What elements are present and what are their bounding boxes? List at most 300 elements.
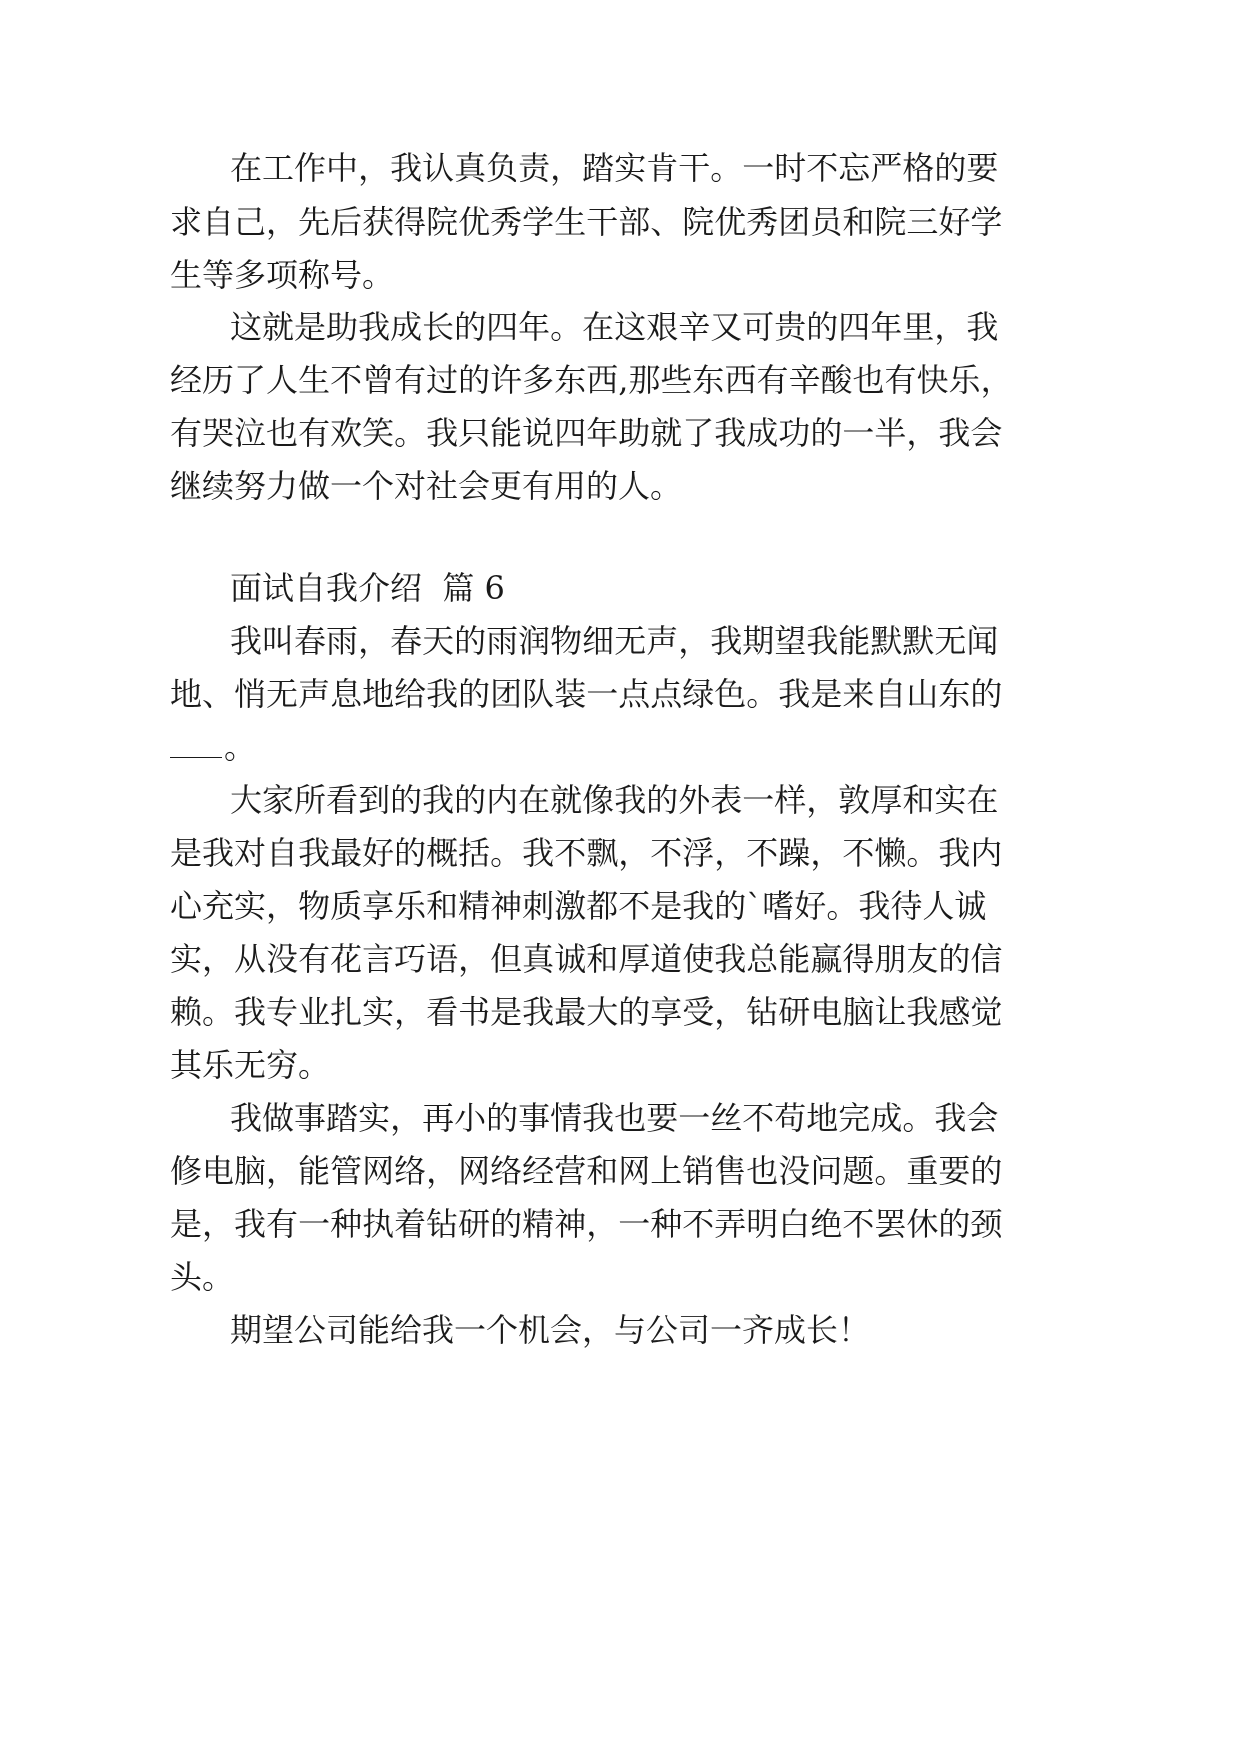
glyph: 实 <box>234 887 267 925</box>
text-line: 继续努力做一个对社会更有用的人。 <box>170 467 683 505</box>
glyph: 白 <box>778 1205 811 1243</box>
glyph: 好 <box>938 203 971 241</box>
glyph: 家 <box>262 781 295 819</box>
glyph: 待 <box>890 887 923 925</box>
glyph: 就 <box>650 414 683 452</box>
glyph: 能 <box>778 940 811 978</box>
text-line <box>170 992 1003 1032</box>
glyph: 这 <box>230 308 263 346</box>
glyph: 脑 <box>234 1152 267 1190</box>
glyph: 欢 <box>330 414 363 452</box>
glyph: 我 <box>714 414 747 452</box>
glyph: 的 <box>938 1205 971 1243</box>
glyph: 曾 <box>362 361 395 399</box>
glyph: 些 <box>660 361 693 399</box>
glyph: 有 <box>170 414 203 452</box>
glyph: 我 <box>938 834 971 872</box>
glyph: 多 <box>522 361 555 399</box>
glyph: 的 <box>714 887 747 925</box>
glyph: 和 <box>586 1152 619 1190</box>
glyph: 一 <box>742 781 775 819</box>
glyph: 我 <box>230 1099 263 1137</box>
glyph: 看 <box>426 993 459 1031</box>
glyph: 事 <box>518 1099 551 1137</box>
glyph: 销 <box>682 1152 715 1190</box>
glyph: 踏 <box>582 149 615 187</box>
glyph: ， <box>358 149 391 187</box>
glyph: 乐 <box>394 887 427 925</box>
glyph: 自 <box>202 203 235 241</box>
glyph: 苟 <box>774 1099 807 1137</box>
glyph: 我 <box>230 622 263 660</box>
glyph: ， <box>358 622 391 660</box>
glyph: 括 <box>458 834 491 872</box>
glyph: ， <box>390 1099 423 1137</box>
glyph: 雨 <box>486 622 519 660</box>
glyph: 的 <box>394 834 427 872</box>
glyph: 队 <box>522 675 555 713</box>
glyph: 有 <box>884 361 917 399</box>
glyph: 的 <box>806 308 839 346</box>
glyph: 真 <box>454 149 487 187</box>
glyph: 我 <box>934 1099 967 1137</box>
glyph: 语 <box>426 940 459 978</box>
glyph: 一 <box>298 1205 331 1243</box>
glyph: 休 <box>906 1205 939 1243</box>
glyph: 四 <box>486 308 519 346</box>
text-line <box>170 727 256 767</box>
glyph: 闻 <box>966 622 999 660</box>
glyph: 完 <box>838 1099 871 1137</box>
glyph: ， <box>266 203 299 241</box>
glyph: 我 <box>938 414 971 452</box>
glyph: 秀 <box>746 203 779 241</box>
glyph: 是 <box>650 887 683 925</box>
glyph: 电 <box>202 1152 235 1190</box>
glyph: ， <box>678 622 711 660</box>
glyph: 。 <box>710 149 743 187</box>
glyph: 人 <box>922 887 955 925</box>
glyph: 物 <box>550 622 583 660</box>
section-heading: 面试自我介绍 篇 6 <box>230 569 505 607</box>
glyph: 研 <box>778 993 811 1031</box>
glyph: 神 <box>490 887 523 925</box>
glyph: 哭 <box>202 414 235 452</box>
glyph: 成 <box>870 1099 903 1137</box>
glyph: 成 <box>390 308 423 346</box>
text-line <box>170 674 1003 714</box>
glyph: 三 <box>906 203 939 241</box>
glyph: 干 <box>678 149 711 187</box>
glyph: 实 <box>358 1099 391 1137</box>
glyph: 赖 <box>170 993 203 1031</box>
glyph: 息 <box>330 675 363 713</box>
glyph: 经 <box>522 1152 555 1190</box>
glyph: 笑 <box>362 414 395 452</box>
glyph: 默 <box>870 622 903 660</box>
glyph: 受 <box>682 993 715 1031</box>
glyph: 就 <box>262 308 295 346</box>
glyph: 友 <box>906 940 939 978</box>
text-line <box>170 360 1013 400</box>
glyph: 络 <box>394 1152 427 1190</box>
glyph: 情 <box>550 1099 583 1137</box>
glyph: 绝 <box>810 1205 843 1243</box>
glyph: 会 <box>970 414 1003 452</box>
glyph: ， <box>586 1205 619 1243</box>
glyph: 书 <box>458 993 491 1031</box>
glyph: 修 <box>170 1152 203 1190</box>
glyph: 和 <box>902 781 935 819</box>
glyph: 严 <box>870 149 903 187</box>
glyph: 管 <box>330 1152 363 1190</box>
glyph: 厚 <box>870 781 903 819</box>
glyph: 大 <box>586 993 619 1031</box>
glyph: 认 <box>422 149 455 187</box>
glyph: 这 <box>614 308 647 346</box>
glyph: 不 <box>330 361 363 399</box>
text-fragment: 。 <box>224 728 257 766</box>
glyph: 点 <box>618 675 651 713</box>
glyph: 助 <box>326 308 359 346</box>
glyph: 能 <box>298 1152 331 1190</box>
glyph: 巧 <box>394 940 427 978</box>
glyph: 人 <box>266 361 299 399</box>
glyph: 内 <box>970 834 1003 872</box>
glyph: 说 <box>522 414 555 452</box>
glyph: 的 <box>458 675 491 713</box>
glyph: ， <box>810 834 843 872</box>
glyph: ， <box>202 1205 235 1243</box>
glyph: 西 <box>724 361 757 399</box>
glyph: 是 <box>170 1205 203 1243</box>
glyph: 望 <box>774 622 807 660</box>
glyph: 了 <box>234 361 267 399</box>
glyph: 贵 <box>774 308 807 346</box>
glyph: 我 <box>582 1099 615 1137</box>
glyph: 年 <box>870 308 903 346</box>
glyph: 有 <box>266 1205 299 1243</box>
glyph: 能 <box>490 414 523 452</box>
glyph: 年 <box>518 308 551 346</box>
glyph: 来 <box>842 675 875 713</box>
glyph: 。 <box>902 1099 935 1137</box>
glyph: 四 <box>838 308 871 346</box>
glyph: 颈 <box>970 1205 1003 1243</box>
glyph: ， <box>934 308 967 346</box>
glyph: 道 <box>650 940 683 978</box>
glyph: 好 <box>362 834 395 872</box>
glyph: 躁 <box>778 834 811 872</box>
glyph: 业 <box>298 993 331 1031</box>
glyph: 弄 <box>714 1205 747 1243</box>
glyph: 电 <box>810 993 843 1031</box>
glyph: 时 <box>774 149 807 187</box>
glyph: 精 <box>458 887 491 925</box>
glyph: 真 <box>522 940 555 978</box>
glyph: 充 <box>202 887 235 925</box>
glyph: 懒 <box>874 834 907 872</box>
glyph: 执 <box>362 1205 395 1243</box>
glyph: 样 <box>774 781 807 819</box>
glyph: 泣 <box>234 414 267 452</box>
glyph: 自 <box>266 834 299 872</box>
glyph: 有 <box>298 940 331 978</box>
glyph: 的 <box>646 781 679 819</box>
glyph: 种 <box>650 1205 683 1243</box>
glyph: 实 <box>934 781 967 819</box>
text-line: 头。 <box>170 1258 235 1296</box>
glyph: 绿 <box>682 675 715 713</box>
glyph: 肯 <box>646 149 679 187</box>
glyph: 。 <box>906 834 939 872</box>
glyph: 干 <box>586 203 619 241</box>
glyph: 年 <box>586 414 619 452</box>
glyph: 大 <box>230 781 263 819</box>
glyph: 要 <box>966 149 999 187</box>
glyph: 。 <box>490 834 523 872</box>
glyph: 作 <box>294 149 327 187</box>
glyph: 重 <box>906 1152 939 1190</box>
glyph: 艰 <box>646 308 679 346</box>
glyph: ` <box>746 887 763 925</box>
glyph: 生 <box>298 361 331 399</box>
glyph: 从 <box>234 940 267 978</box>
glyph: 团 <box>778 203 811 241</box>
glyph: 种 <box>330 1205 363 1243</box>
glyph: 我 <box>422 781 455 819</box>
glyph: 一 <box>678 1099 711 1137</box>
glyph: ， <box>806 781 839 819</box>
glyph: 总 <box>746 940 779 978</box>
glyph: 无 <box>934 622 967 660</box>
glyph: 的 <box>938 940 971 978</box>
glyph: 无 <box>614 622 647 660</box>
text-line <box>230 621 999 661</box>
glyph: 获 <box>362 203 395 241</box>
glyph: 。 <box>874 1152 907 1190</box>
glyph: 在 <box>518 781 551 819</box>
glyph: 的 <box>970 1152 1003 1190</box>
glyph: 一 <box>586 675 619 713</box>
text-line: 生等多项称号。 <box>170 256 395 294</box>
glyph: 到 <box>358 781 391 819</box>
glyph: 声 <box>646 622 679 660</box>
glyph: 历 <box>202 361 235 399</box>
glyph: 我 <box>298 834 331 872</box>
text-line <box>170 202 1003 242</box>
glyph: 长 <box>422 308 455 346</box>
glyph: 春 <box>390 622 423 660</box>
glyph: 经 <box>170 361 203 399</box>
glyph: 的 <box>970 675 1003 713</box>
glyph: 精 <box>522 1205 555 1243</box>
glyph: 会 <box>966 1099 999 1137</box>
glyph: 实 <box>170 940 203 978</box>
glyph: 要 <box>646 1099 679 1137</box>
glyph: 和 <box>426 887 459 925</box>
glyph: ， <box>906 414 939 452</box>
glyph: 浮 <box>682 834 715 872</box>
text-line <box>170 413 1003 453</box>
glyph: 对 <box>234 834 267 872</box>
glyph: 言 <box>362 940 395 978</box>
glyph: 我 <box>390 149 423 187</box>
glyph: 。 <box>746 675 779 713</box>
glyph: 我 <box>522 993 555 1031</box>
glyph: 上 <box>650 1152 683 1190</box>
glyph: 刺 <box>522 887 555 925</box>
glyph: 得 <box>394 203 427 241</box>
text-line: 期望公司能给我一个机会，与公司一齐成长！ <box>230 1311 871 1349</box>
glyph: 是 <box>490 993 523 1031</box>
glyph: 实 <box>614 149 647 187</box>
glyph: 优 <box>714 203 747 241</box>
glyph: 的 <box>490 1205 523 1243</box>
glyph: 东 <box>938 675 971 713</box>
glyph: 秀 <box>490 203 523 241</box>
glyph: 享 <box>650 993 683 1031</box>
glyph: 售 <box>714 1152 747 1190</box>
glyph: 像 <box>582 781 615 819</box>
glyph: 自 <box>874 675 907 713</box>
glyph: 院 <box>682 203 715 241</box>
glyph: 我 <box>778 675 811 713</box>
glyph: 院 <box>426 203 459 241</box>
glyph: 期 <box>742 622 775 660</box>
glyph: 色 <box>714 675 747 713</box>
glyph: 网 <box>362 1152 395 1190</box>
glyph: 钻 <box>746 993 779 1031</box>
glyph: 最 <box>554 993 587 1031</box>
glyph: 团 <box>490 675 523 713</box>
glyph: 东 <box>692 361 725 399</box>
glyph: 四 <box>554 414 587 452</box>
glyph: 再 <box>422 1099 455 1137</box>
glyph: 是 <box>294 308 327 346</box>
glyph: 我 <box>614 781 647 819</box>
glyph: 给 <box>394 675 427 713</box>
glyph: 我 <box>906 993 939 1031</box>
glyph: ， <box>714 834 747 872</box>
glyph: 我 <box>806 622 839 660</box>
glyph: 又 <box>710 308 743 346</box>
glyph: 朋 <box>874 940 907 978</box>
glyph: 罢 <box>874 1205 907 1243</box>
glyph: 的 <box>618 993 651 1031</box>
glyph: 不 <box>742 1099 775 1137</box>
glyph: ， <box>202 940 235 978</box>
glyph: 也 <box>614 1099 647 1137</box>
glyph: 先 <box>298 203 331 241</box>
glyph: 质 <box>330 887 363 925</box>
glyph: 所 <box>294 781 327 819</box>
text-line <box>170 886 987 926</box>
glyph: 也 <box>746 1152 779 1190</box>
glyph: 信 <box>970 940 1003 978</box>
glyph: 能 <box>838 622 871 660</box>
glyph: 我 <box>710 622 743 660</box>
glyph: 外 <box>678 781 711 819</box>
glyph: 表 <box>710 781 743 819</box>
glyph: 不 <box>746 834 779 872</box>
glyph: 神 <box>554 1205 587 1243</box>
glyph: 我 <box>426 675 459 713</box>
glyph: 后 <box>330 203 363 241</box>
glyph: 学 <box>970 203 1003 241</box>
glyph: 要 <box>938 1152 971 1190</box>
glyph: 、 <box>202 675 235 713</box>
glyph: 酸 <box>820 361 853 399</box>
glyph: 许 <box>490 361 523 399</box>
glyph: 一 <box>618 1205 651 1243</box>
glyph: 山 <box>906 675 939 713</box>
glyph: 得 <box>842 940 875 978</box>
glyph: 默 <box>902 622 935 660</box>
glyph: 一 <box>842 414 875 452</box>
glyph: 小 <box>454 1099 487 1137</box>
glyph: 的 <box>934 149 967 187</box>
glyph: 的 <box>454 308 487 346</box>
glyph: 飘 <box>586 834 619 872</box>
glyph: 己 <box>234 203 267 241</box>
glyph: 赢 <box>810 940 843 978</box>
glyph: 丝 <box>710 1099 743 1137</box>
glyph: 工 <box>262 149 295 187</box>
fill-in-blank <box>170 731 222 758</box>
glyph: 看 <box>326 781 359 819</box>
glyph: 嗜 <box>762 887 795 925</box>
glyph: 的 <box>810 414 843 452</box>
glyph: 不 <box>650 834 683 872</box>
glyph: 踏 <box>326 1099 359 1137</box>
glyph: 装 <box>554 675 587 713</box>
glyph: 没 <box>266 940 299 978</box>
glyph: 在 <box>230 149 263 187</box>
glyph: 的 <box>454 781 487 819</box>
glyph: ， <box>458 940 491 978</box>
glyph: 半 <box>874 414 907 452</box>
glyph: 叫 <box>262 622 295 660</box>
glyph: 春 <box>294 622 327 660</box>
glyph: 细 <box>582 622 615 660</box>
text-line <box>230 1098 999 1138</box>
glyph: 地 <box>362 675 395 713</box>
glyph: 是 <box>170 834 203 872</box>
glyph: 在 <box>966 781 999 819</box>
glyph: 地 <box>170 675 203 713</box>
glyph: 也 <box>852 361 885 399</box>
glyph: 一 <box>742 149 775 187</box>
glyph: ， <box>266 887 299 925</box>
glyph: 觉 <box>970 993 1003 1031</box>
glyph: 题 <box>842 1152 875 1190</box>
glyph: 成 <box>746 414 779 452</box>
glyph: 生 <box>554 203 587 241</box>
glyph: 内 <box>486 781 519 819</box>
glyph: 都 <box>586 887 619 925</box>
glyph: 点 <box>650 675 683 713</box>
glyph: 在 <box>582 308 615 346</box>
glyph: , <box>618 361 629 399</box>
glyph: 让 <box>874 993 907 1031</box>
text-line <box>230 780 999 820</box>
glyph: 心 <box>170 887 203 925</box>
glyph: 不 <box>554 834 587 872</box>
glyph: ， <box>618 834 651 872</box>
glyph: 辛 <box>678 308 711 346</box>
glyph: 专 <box>266 993 299 1031</box>
